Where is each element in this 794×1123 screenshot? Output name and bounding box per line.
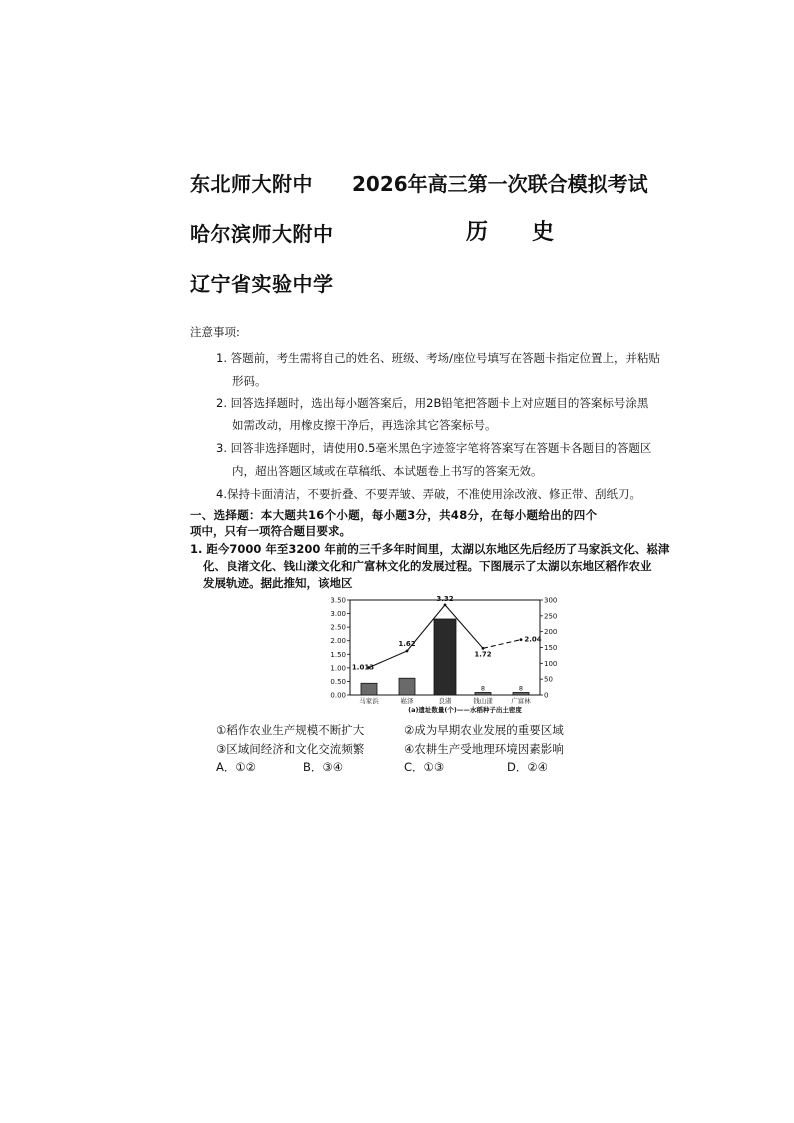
x-axis-caption: (a)遗址数量(个)——水稻种子出土密度 — [408, 706, 522, 714]
right-tick-label: 200 — [544, 628, 558, 637]
option-a[interactable]: A．①② — [216, 760, 256, 774]
exam-title: 2026年高三第一次联合模拟考试 — [352, 172, 648, 196]
bar-label: 8 — [480, 684, 486, 693]
section-header-line-1: 一、选择题：本大题共16个小题，每小题3分，共48分，在每小题给出的四个 — [190, 508, 598, 522]
right-tick-label: 50 — [544, 675, 553, 684]
line-point — [482, 647, 485, 650]
left-tick-label: 2.50 — [330, 623, 346, 632]
line-value-label: 1.013 — [351, 663, 375, 672]
rice-agriculture-chart — [325, 594, 585, 720]
school-name-3: 辽宁省实验中学 — [190, 272, 334, 296]
left-tick-label: 1.00 — [330, 664, 346, 673]
left-tick-label: 3.00 — [330, 610, 346, 619]
bar — [475, 692, 491, 695]
option-c[interactable]: C．①③ — [404, 760, 445, 774]
option-d[interactable]: D．②④ — [507, 760, 548, 774]
right-tick-label: 150 — [544, 644, 558, 652]
question-1-line-1: 1. 距今7000 年至3200 年前的三千多年时间里，太湖以东地区先后经历了马家浜文化、崧津 — [190, 542, 670, 556]
bar-label: 8 — [518, 684, 524, 693]
bar — [361, 683, 377, 695]
statement-4: ④农耕生产受地理环境因素影响 — [404, 742, 564, 756]
question-1-line-3: 发展轨迹。据此推知，该地区 — [203, 576, 353, 590]
statement-3: ③区域间经济和文化交流频繁 — [216, 742, 365, 756]
left-tick-label: 3.50 — [330, 596, 346, 605]
school-name-2: 哈尔滨师大附中 — [190, 222, 334, 246]
left-tick-label: 2.00 — [330, 637, 346, 646]
school-name-1: 东北师大附中 — [190, 172, 313, 196]
notice-item-2-line-1: 2. 回答选择题时，选出每小题答案后，用2B铅笔把答题卡上对应题目的答案标号涂黑 — [216, 396, 649, 410]
subject-title: 历 史 — [466, 220, 555, 245]
notice-item-4: 4.保持卡面清洁，不要折叠、不要弄皱、弄破，不准使用涂改液、修正带、刮纸刀。 — [216, 487, 641, 501]
left-tick-label: 0.00 — [330, 691, 346, 700]
bar — [513, 692, 529, 695]
bar — [399, 678, 415, 695]
category-label: 马家浜 — [359, 697, 379, 705]
right-tick-label: 100 — [544, 659, 558, 668]
notice-item-3-line-1: 3. 回答非选择题时，请使用0.5毫米黑色字迹签字笔将答案写在答题卡各题目的答题区 — [216, 441, 652, 455]
line-point — [406, 650, 409, 653]
line-value-label: 3.32 — [436, 594, 454, 603]
line-value-label: 2.04 — [524, 635, 542, 644]
right-tick-label: 300 — [544, 596, 558, 605]
left-tick-label: 1.50 — [330, 650, 346, 659]
section-header-line-2: 项中，只有一项符合题目要求。 — [190, 524, 351, 538]
notice-title: 注意事项: — [190, 325, 240, 339]
notice-item-3-line-2: 内，超出答题区域或在草稿纸、本试题卷上书写的答案无效。 — [232, 464, 543, 478]
statement-2: ②成为早期农业发展的重要区域 — [404, 723, 564, 737]
notice-item-1-line-1: 1. 答题前，考生需将自己的姓名、班级、考场/座位号填写在答题卡指定位置上，并粘贴 — [216, 351, 660, 365]
right-tick-label: 250 — [544, 612, 558, 621]
question-1-line-2: 化、良渚文化、钱山漾文化和广富林文化的发展过程。下图展示了太湖以东地区稻作农业 — [203, 559, 652, 573]
notice-item-1-line-2: 形码。 — [232, 374, 267, 388]
notice-item-2-line-2: 如需改动，用橡皮擦干净后，再选涂其它答案标号。 — [232, 418, 497, 432]
line-value-label: 1.62 — [398, 640, 416, 649]
right-tick-label: 0 — [544, 691, 549, 700]
line-segment — [369, 651, 407, 667]
line-point — [520, 638, 523, 641]
option-b[interactable]: B．③④ — [303, 760, 344, 774]
statement-1: ①稻作农业生产规模不断扩大 — [216, 723, 365, 737]
category-label: 钱山漾 — [473, 697, 493, 705]
category-label: 崧泽 — [400, 697, 414, 705]
line-point — [444, 603, 447, 606]
left-tick-label: 0.50 — [330, 677, 346, 686]
line-segment — [483, 640, 521, 649]
category-label: 良渚 — [438, 697, 452, 705]
category-label: 广富林 — [511, 697, 531, 705]
line-value-label: 1.72 — [474, 650, 492, 659]
bar — [434, 619, 456, 695]
